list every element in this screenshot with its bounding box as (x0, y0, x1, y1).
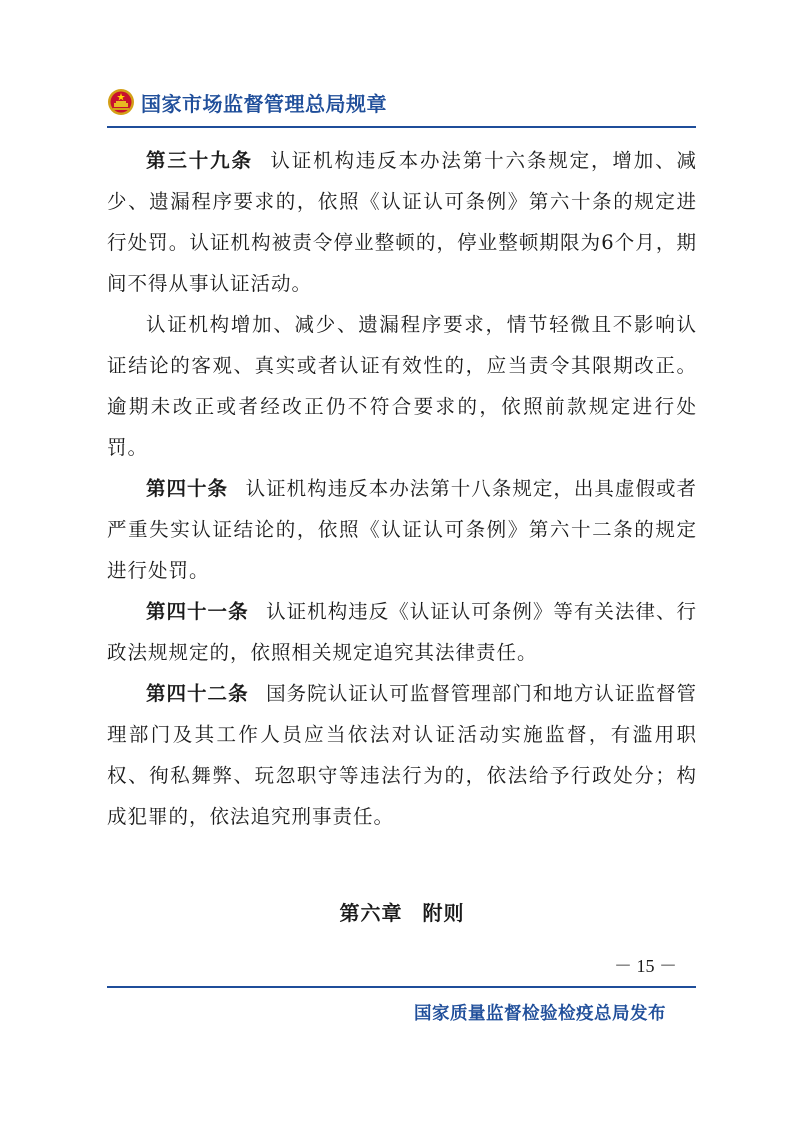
article-number: 第四十二条 (146, 682, 249, 705)
chapter-number: 第六章 (339, 901, 403, 925)
article-text: 国务院认证认可监督管理部门和地方认证监督管理部门及其工作人员应当依法对认证活动实施监督，有滥用职权、徇私舞弊、玩忽职守等违法行为的，依法给予行政处分；构成犯罪的，依法追究刑事责任。 (107, 682, 697, 828)
article-number: 第三十九条 (146, 149, 253, 172)
page-number: － 15 － (614, 956, 677, 976)
header-divider (107, 126, 696, 128)
article-40-paragraph (107, 468, 697, 591)
chapter-title: 附则 (422, 901, 465, 925)
header-title: 国家市场监督管理总局规章 (141, 91, 387, 116)
footer-publisher: 国家质量监督检验检疫总局发布 (414, 1004, 666, 1024)
article-42-paragraph (107, 673, 697, 837)
article-text: 认证机构违反《认证认可条例》等有关法律、行政法规规定的，依照相关规定追究其法律责任。 (107, 600, 697, 664)
page-header (107, 86, 697, 118)
article-41-paragraph (107, 591, 697, 673)
article-text: 认证机构违反本办法第十六条规定，增加、减少、遗漏程序要求的，依照《认证认可条例》第六十条的规定进行处罚。认证机构被责令停业整顿的，停业整顿期限为6个月，期间不得从事认证活动。 (107, 149, 697, 295)
national-emblem-icon (107, 88, 135, 116)
article-number: 第四十条 (146, 477, 229, 500)
article-text: 认证机构违反本办法第十八条规定，出具虚假或者严重失实认证结论的，依照《认证认可条例》第六十二条的规定进行处罚。 (107, 477, 697, 582)
document-body (107, 140, 697, 837)
chapter-heading (107, 897, 697, 926)
article-39-paragraph-1 (107, 140, 697, 304)
article-number: 第四十一条 (146, 600, 249, 623)
article-text: 认证机构增加、减少、遗漏程序要求，情节轻微且不影响认证结论的客观、真实或者认证有效性的，应当责令其限期改正。逾期未改正或者经改正仍不符合要求的，依照前款规定进行处罚。 (107, 313, 697, 459)
article-39-paragraph-2 (107, 304, 697, 468)
footer-divider (107, 986, 696, 988)
